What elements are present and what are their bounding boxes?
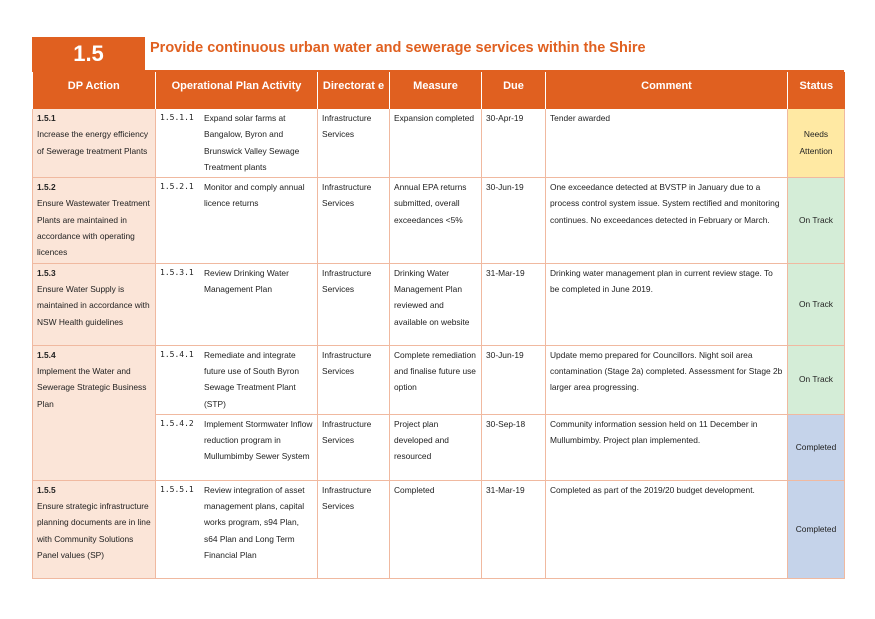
dp-action-cell xyxy=(33,178,156,263)
measure-cell: Expansion completed xyxy=(390,109,482,178)
dp-number: 1.5.4 xyxy=(37,349,56,360)
comment-cell: Completed as part of the 2019/20 budget development. xyxy=(546,480,788,578)
activity-cell xyxy=(156,263,318,345)
operational-plan-table xyxy=(32,72,845,579)
activity-code: 1.5.4.1 xyxy=(160,349,194,359)
status-badge: On Track xyxy=(788,345,845,414)
measure-cell: Project plan developed and resourced xyxy=(390,414,482,480)
due-cell: 31-Mar-19 xyxy=(482,480,546,578)
status-badge: Needs Attention xyxy=(788,109,845,178)
activity-text: Review integration of asset management plans, capital works program, s94 Plan, s64 Plan and Long Term Financial Plan xyxy=(204,484,305,561)
col-header-directorate: Directorat e xyxy=(318,72,390,109)
status-badge: Completed xyxy=(788,480,845,578)
dp-action-cell xyxy=(33,345,156,480)
status-badge: On Track xyxy=(788,263,845,345)
activity-code: 1.5.1.1 xyxy=(160,113,194,122)
activity-code: 1.5.5.1 xyxy=(160,484,194,494)
table-header-row xyxy=(33,72,845,109)
dp-text: Ensure strategic infrastructure planning documents are in line with Community Solutions Panel values (SP) xyxy=(37,501,151,561)
dp-action-cell xyxy=(33,109,156,178)
activity-text: Review Drinking Water Management Plan xyxy=(204,267,289,294)
dp-action-cell xyxy=(33,480,156,578)
section-title: Provide continuous urban water and sewerage services within the Shire xyxy=(150,40,646,56)
activity-code: 1.5.2.1 xyxy=(160,182,194,192)
activity-text: Expand solar farms at Bangalow, Byron and Brunswick Valley Sewage Treatment plants xyxy=(204,113,300,172)
table-row xyxy=(33,480,845,578)
dp-number: 1.5.1 xyxy=(37,113,56,123)
col-header-dp-action: DP Action xyxy=(33,72,156,109)
dp-text: Increase the energy efficiency of Sewerage treatment Plants xyxy=(37,129,149,156)
due-cell: 30-Jun-19 xyxy=(482,345,546,414)
table-row xyxy=(33,178,845,263)
col-header-comment: Comment xyxy=(546,72,788,109)
directorate-cell: Infrastructure Services xyxy=(318,414,390,480)
activity-cell xyxy=(156,178,318,263)
activity-cell xyxy=(156,109,318,178)
activity-text: Monitor and comply annual licence returns xyxy=(204,182,305,209)
col-header-measure: Measure xyxy=(390,72,482,109)
directorate-cell: Infrastructure Services xyxy=(318,345,390,414)
table-row xyxy=(33,109,845,178)
activity-cell xyxy=(156,414,318,480)
due-cell: 30-Sep-18 xyxy=(482,414,546,480)
col-header-due: Due xyxy=(482,72,546,109)
activity-text: Remediate and integrate future use of South Byron Sewage Treatment Plant (STP) xyxy=(204,349,299,409)
measure-cell: Complete remediation and finalise future use option xyxy=(390,345,482,414)
dp-number: 1.5.2 xyxy=(37,182,56,193)
table-row xyxy=(33,263,845,345)
section-number: 1.5 xyxy=(32,37,145,70)
status-badge: On Track xyxy=(788,178,845,263)
directorate-cell: Infrastructure Services xyxy=(318,178,390,263)
activity-code: 1.5.3.1 xyxy=(160,267,194,277)
directorate-cell: Infrastructure Services xyxy=(318,480,390,578)
due-cell: 30-Apr-19 xyxy=(482,109,546,178)
activity-code: 1.5.4.2 xyxy=(160,418,194,428)
dp-number: 1.5.3 xyxy=(37,267,56,278)
col-header-activity: Operational Plan Activity xyxy=(156,72,318,109)
activity-cell xyxy=(156,345,318,414)
dp-action-cell xyxy=(33,263,156,345)
dp-text: Implement the Water and Sewerage Strategic Business Plan xyxy=(37,365,147,409)
col-header-status: Status xyxy=(788,72,845,109)
directorate-cell: Infrastructure Services xyxy=(318,263,390,345)
measure-cell: Annual EPA returns submitted, overall exceedances <5% xyxy=(390,178,482,263)
comment-cell: Community information session held on 11 December in Mullumbimby. Project plan implemented. xyxy=(546,414,788,480)
dp-text: Ensure Water Supply is maintained in accordance with NSW Health guidelines xyxy=(37,283,150,327)
comment-cell: Tender awarded xyxy=(546,109,788,178)
comment-cell: Drinking water management plan in current review stage. To be completed in June 2019. xyxy=(546,263,788,345)
dp-number: 1.5.5 xyxy=(37,484,56,495)
comment-cell: One exceedance detected at BVSTP in January due to a process control system issue. System rectified and monitoring continues. No exceedances detected in February or March. xyxy=(546,178,788,263)
section-header xyxy=(32,37,844,70)
dp-text: Ensure Wastewater Treatment Plants are maintained in accordance with operating licences xyxy=(37,198,150,258)
measure-cell: Drinking Water Management Plan reviewed and available on website xyxy=(390,263,482,345)
status-badge: Completed xyxy=(788,414,845,480)
directorate-cell: Infrastructure Services xyxy=(318,109,390,178)
due-cell: 30-Jun-19 xyxy=(482,178,546,263)
comment-cell: Update memo prepared for Councillors. Night soil area contamination (Stage 2a) completed. Assessment for Stage 2b larger area progressing. xyxy=(546,345,788,414)
activity-text: Implement Stormwater Inflow reduction program in Mullumbimby Sewer System xyxy=(204,418,313,462)
measure-cell: Completed xyxy=(390,480,482,578)
due-cell: 31-Mar-19 xyxy=(482,263,546,345)
activity-cell xyxy=(156,480,318,578)
table-row xyxy=(33,345,845,414)
